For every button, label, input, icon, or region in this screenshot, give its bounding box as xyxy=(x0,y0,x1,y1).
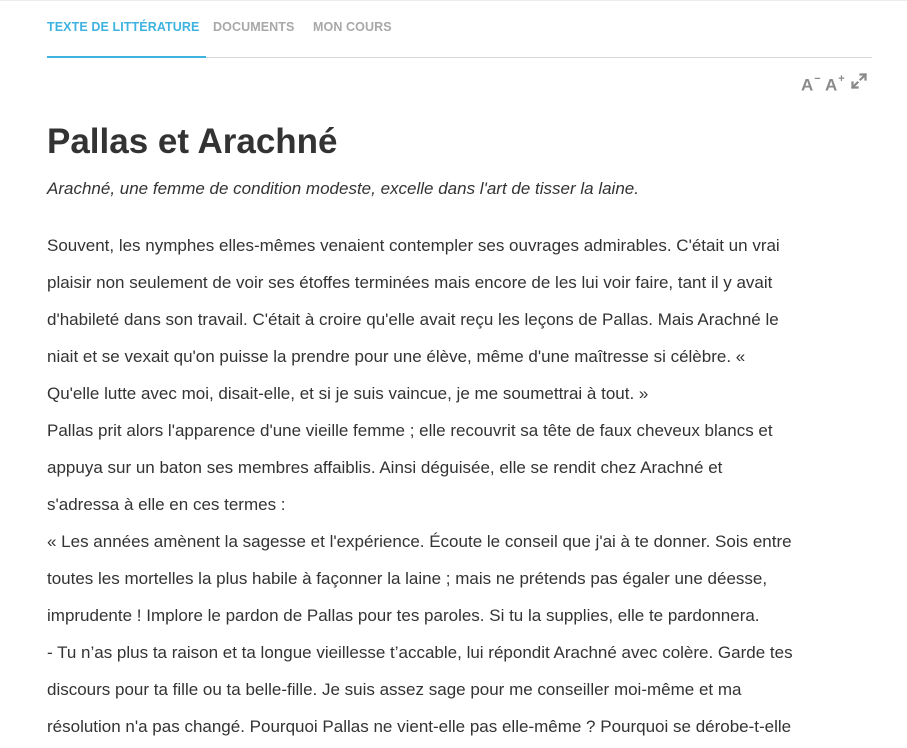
active-tab-indicator xyxy=(47,56,206,58)
decrease-font-button[interactable] xyxy=(801,70,821,97)
text-line: - Tu n’as plus ta raison et ta longue vieillesse t’accable, lui répondit Arachné avec colère. Garde tes xyxy=(47,643,793,662)
text-line: toutes les mortelles la plus habile à façonner la laine ; mais ne prétends pas égaler une déesse, xyxy=(47,569,768,588)
reader-tools xyxy=(801,70,873,95)
plus-icon: + xyxy=(838,73,845,85)
increase-font-button[interactable] xyxy=(825,70,845,97)
text-line: Qu'elle lutte avec moi, disait-elle, et si je suis vaincue, je me soumettrai à tout. » xyxy=(47,384,649,403)
text-line: imprudente ! Implore le pardon de Pallas pour tes paroles. Si tu la supplies, elle te pardonnera. xyxy=(47,606,760,625)
article-body xyxy=(47,227,877,745)
tab-texte-de-litterature[interactable]: TEXTE DE LITTÉRATURE xyxy=(47,20,200,34)
text-line: appuya sur un baton ses membres affaiblis. Ainsi déguisée, elle se rendit chez Arachné et xyxy=(47,458,723,477)
text-line: Souvent, les nymphes elles-mêmes venaient contempler ses ouvrages admirables. C'était un vrai xyxy=(47,236,780,255)
text-line: résolution n'a pas changé. Pourquoi Pallas ne vient-elle pas elle-même ? Pourquoi se dérobe-t-elle xyxy=(47,717,792,736)
minus-icon: − xyxy=(814,73,821,85)
text-line: « Les années amènent la sagesse et l'expérience. Écoute le conseil que j'ai à te donner. Sois entre xyxy=(47,532,792,551)
increase-font-letter: A xyxy=(825,75,838,95)
tab-mon-cours[interactable]: MON COURS xyxy=(313,20,392,34)
text-line: Pallas prit alors l'apparence d'une vieille femme ; elle recouvrit sa tête de faux cheveux blancs et xyxy=(47,421,773,440)
page-subtitle: Arachné, une femme de condition modeste, excelle dans l'art de tisser la laine. xyxy=(47,179,639,198)
text-line: niait et se vexait qu'on puisse la prendre pour une élève, même d'une maîtresse si célèbre. « xyxy=(47,347,746,366)
text-line: discours pour ta fille ou ta belle-fille. Je suis assez sage pour me conseiller moi-même et ma xyxy=(47,680,742,699)
tab-bar xyxy=(47,0,872,58)
page-title: Pallas et Arachné xyxy=(47,122,338,161)
text-line: d'habileté dans son travail. C'était à croire qu'elle avait reçu les leçons de Pallas. Mais Arachné le xyxy=(47,310,779,329)
decrease-font-letter: A xyxy=(801,75,814,95)
text-line: s'adressa à elle en ces termes : xyxy=(47,495,286,514)
text-line: plaisir non seulement de voir ses étoffes terminées mais encore de les lui voir faire, tant il y avait xyxy=(47,273,773,292)
expand-icon[interactable] xyxy=(850,72,868,90)
tab-documents[interactable]: DOCUMENTS xyxy=(213,20,295,34)
